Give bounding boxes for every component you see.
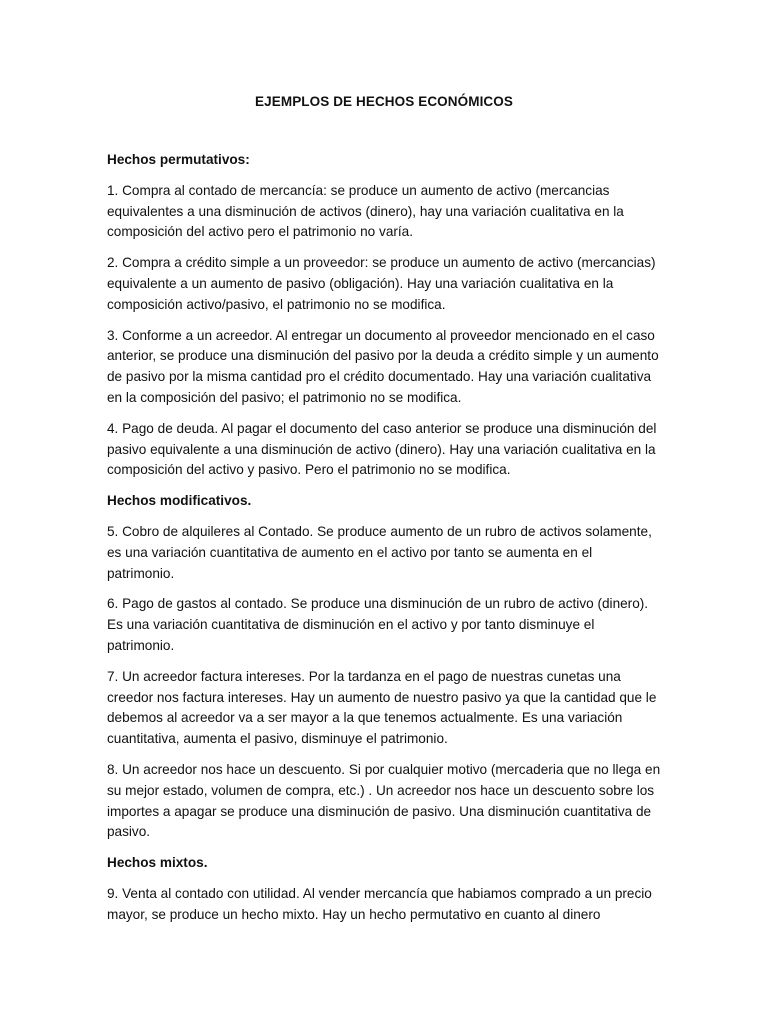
document-body	[107, 150, 663, 936]
section-heading-permutativos: Hechos permutativos:	[107, 152, 250, 167]
paragraph-item-1: 1. Compra al contado de mercancía: se produce un aumento de activo (mercancias equivalentes a una disminución de activos (dinero), hay una variación cualitativa en la composición del activo pero el patrimonio no varía.	[107, 182, 624, 240]
paragraph-item-7: 7. Un acreedor factura intereses. Por la tardanza en el pago de nuestras cunetas una creedor nos factura intereses. Hay un aumento de nuestro pasivo ya que la cantidad que le debemos al acreedor va a ser mayor a la que tenemos actualmente. Es una variación cuantitativa, aumenta el pasivo, disminuye el patrimonio.	[107, 668, 657, 747]
document-title: EJEMPLOS DE HECHOS ECONÓMICOS	[255, 94, 513, 109]
paragraph-item-6: 6. Pago de gastos al contado. Se produce una disminución de un rubro de activo (dinero). Es una variación cuantitativa de disminución en el activo y por tanto disminuye el patrimonio.	[107, 596, 649, 653]
section-heading-modificativos: Hechos modificativos.	[107, 493, 252, 509]
paragraph-item-2: 2. Compra a crédito simple a un proveedor: se produce un aumento de activo (mercancias) equivalente a un aumento de pasivo (obligación). Hay una variación cualitativa en la composición activo/pasivo, el patrimonio no se modifica.	[107, 255, 656, 312]
paragraph-item-4: 4. Pago de deuda. Al pagar el documento del caso anterior se produce una disminución del pasivo equivalente a una disminución de activo (dinero). Hay una variación cualitativa en la composición del activo y pasivo. Pero el patrimonio no se modifica.	[107, 420, 657, 478]
paragraph-item-3: 3. Conforme a un acreedor. Al entregar un documento al proveedor mencionado en el caso anterior, se produce una disminución del pasivo por la deuda a crédito simple y un aumento de pasivo por la misma cantidad pro el crédito documentado. Hay una variación cualitativa en la composición del pasivo; el patrimonio no se modifica.	[107, 327, 659, 405]
paragraph-item-8: 8. Un acreedor nos hace un descuento. Si por cualquier motivo (mercaderia que no llega en su mejor estado, volumen de compra, etc.) . Un acreedor nos hace un descuento sobre los importes a apagar se produce una disminución de pasivo. Una disminución cuantitativa de pasivo.	[107, 761, 661, 840]
paragraph-item-9: 9. Venta al contado con utilidad. Al vender mercancía que habiamos comprado a un precio mayor, se produce un hecho mixto. Hay un hecho permutativo en cuanto al dinero	[107, 885, 652, 922]
paragraph-item-5: 5. Cobro de alquileres al Contado. Se produce aumento de un rubro de activos solamente, es una variación cuantitativa de aumento en el activo por tanto se aumenta en el patrimonio.	[107, 523, 652, 581]
section-heading-mixtos: Hechos mixtos.	[107, 855, 208, 871]
